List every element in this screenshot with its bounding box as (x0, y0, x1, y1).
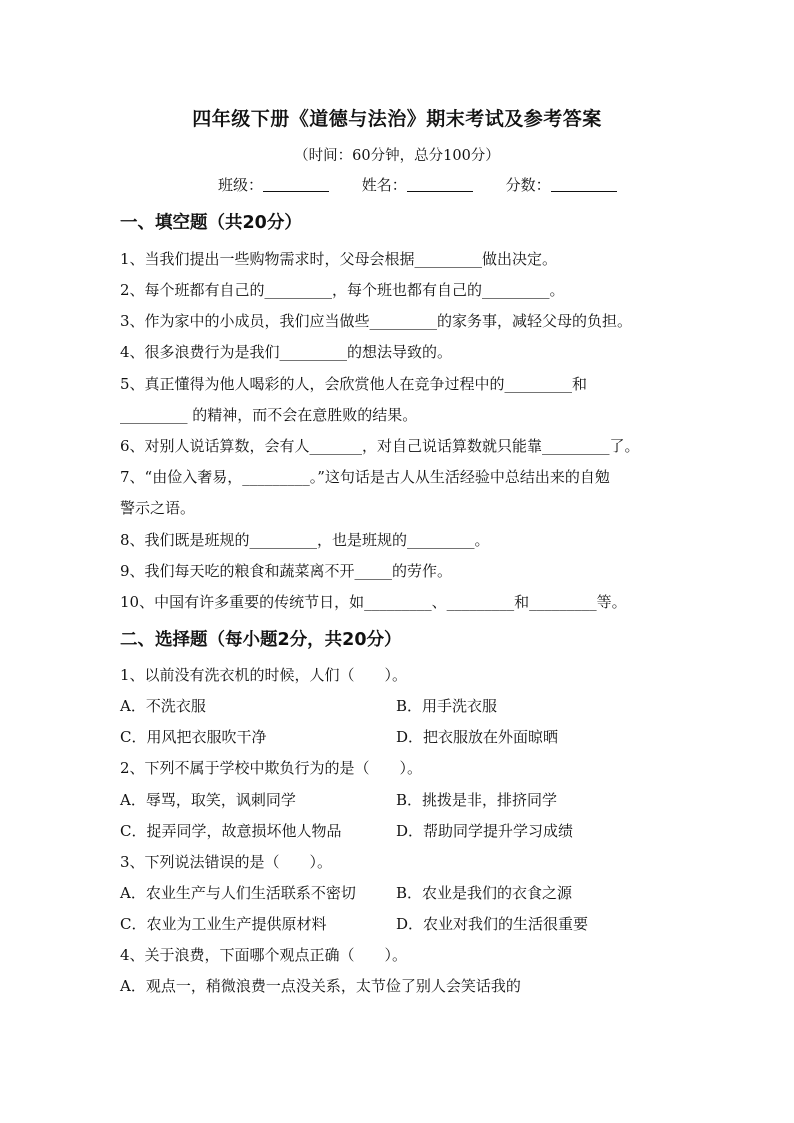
class-label: 班级： (218, 176, 264, 194)
choice-option-a[interactable]: A．不洗衣服 (120, 697, 206, 715)
choice-option-b[interactable]: B．挑拨是非，排挤同学 (396, 791, 558, 809)
class-blank[interactable] (263, 190, 329, 192)
choice-option-a[interactable]: A．农业生产与人们生活联系不密切 (120, 884, 356, 902)
fill-question-continued: 警示之语。 (120, 499, 196, 517)
choice-option-a[interactable]: A．观点一，稍微浪费一点没关系，太节俭了别人会笑话我的 (120, 977, 521, 995)
fill-question-continued: _________ 的精神，而不会在意胜败的结果。 (120, 406, 418, 424)
fill-question: 10、中国有许多重要的传统节日，如_________、_________和_________等。 (120, 593, 627, 611)
section1-heading: 一、填空题（共20分） (120, 213, 302, 233)
choice-option-b[interactable]: B．农业是我们的衣食之源 (396, 884, 573, 902)
choice-option-c[interactable]: C．农业为工业生产提供原材料 (120, 915, 327, 933)
fill-question: 6、对别人说话算数，会有人_______，对自己说话算数就只能靠_________了。 (120, 437, 640, 455)
score-blank[interactable] (551, 190, 617, 192)
exam-title: 四年级下册《道德与法治》期末考试及参考答案 (192, 108, 602, 130)
choice-option-b[interactable]: B．用手洗衣服 (396, 697, 498, 715)
choice-option-d[interactable]: D．农业对我们的生活很重要 (396, 915, 589, 933)
fill-question: 9、我们每天吃的粮食和蔬菜离不开_____的劳作。 (120, 562, 453, 580)
choice-option-c[interactable]: C．捉弄同学，故意损坏他人物品 (120, 822, 342, 840)
score-label: 分数： (505, 176, 551, 194)
name-blank[interactable] (407, 190, 473, 192)
name-label: 姓名： (361, 176, 407, 194)
fill-question: 2、每个班都有自己的_________，每个班也都有自己的_________。 (120, 281, 565, 299)
fill-question: 8、我们既是班规的_________，也是班规的_________。 (120, 531, 490, 549)
choice-option-a[interactable]: A．辱骂，取笑，讽刺同学 (120, 791, 296, 809)
choice-question-stem: 4、关于浪费，下面哪个观点正确（ ）。 (120, 946, 408, 964)
fill-question: 7、“由俭入奢易，_________。”这句话是古人从生活经验中总结出来的自勉 (120, 468, 610, 486)
score-field (506, 174, 617, 195)
choice-question-stem: 2、下列不属于学校中欺负行为的是（ ）。 (120, 759, 423, 777)
student-info-row (218, 174, 617, 195)
section2-heading: 二、选择题（每小题2分，共20分） (120, 630, 402, 650)
exam-subtitle: （时间：60分钟，总分100分） (294, 148, 500, 164)
class-field (218, 174, 329, 195)
choice-option-c[interactable]: C．用风把衣服吹干净 (120, 728, 267, 746)
choice-question-stem: 3、下列说法错误的是（ ）。 (120, 853, 333, 871)
choice-question-stem: 1、以前没有洗衣机的时候，人们（ ）。 (120, 666, 408, 684)
choice-option-d[interactable]: D．帮助同学提升学习成绩 (396, 822, 574, 840)
fill-question: 4、很多浪费行为是我们_________的想法导致的。 (120, 343, 453, 361)
fill-question: 3、作为家中的小成员，我们应当做些_________的家务事，减轻父母的负担。 (120, 312, 633, 330)
name-field (362, 174, 473, 195)
fill-question: 5、真正懂得为他人喝彩的人，会欣赏他人在竞争过程中的_________和 (120, 375, 588, 393)
fill-question: 1、当我们提出一些购物需求时，父母会根据_________做出决定。 (120, 250, 558, 268)
choice-option-d[interactable]: D．把衣服放在外面晾晒 (396, 728, 559, 746)
